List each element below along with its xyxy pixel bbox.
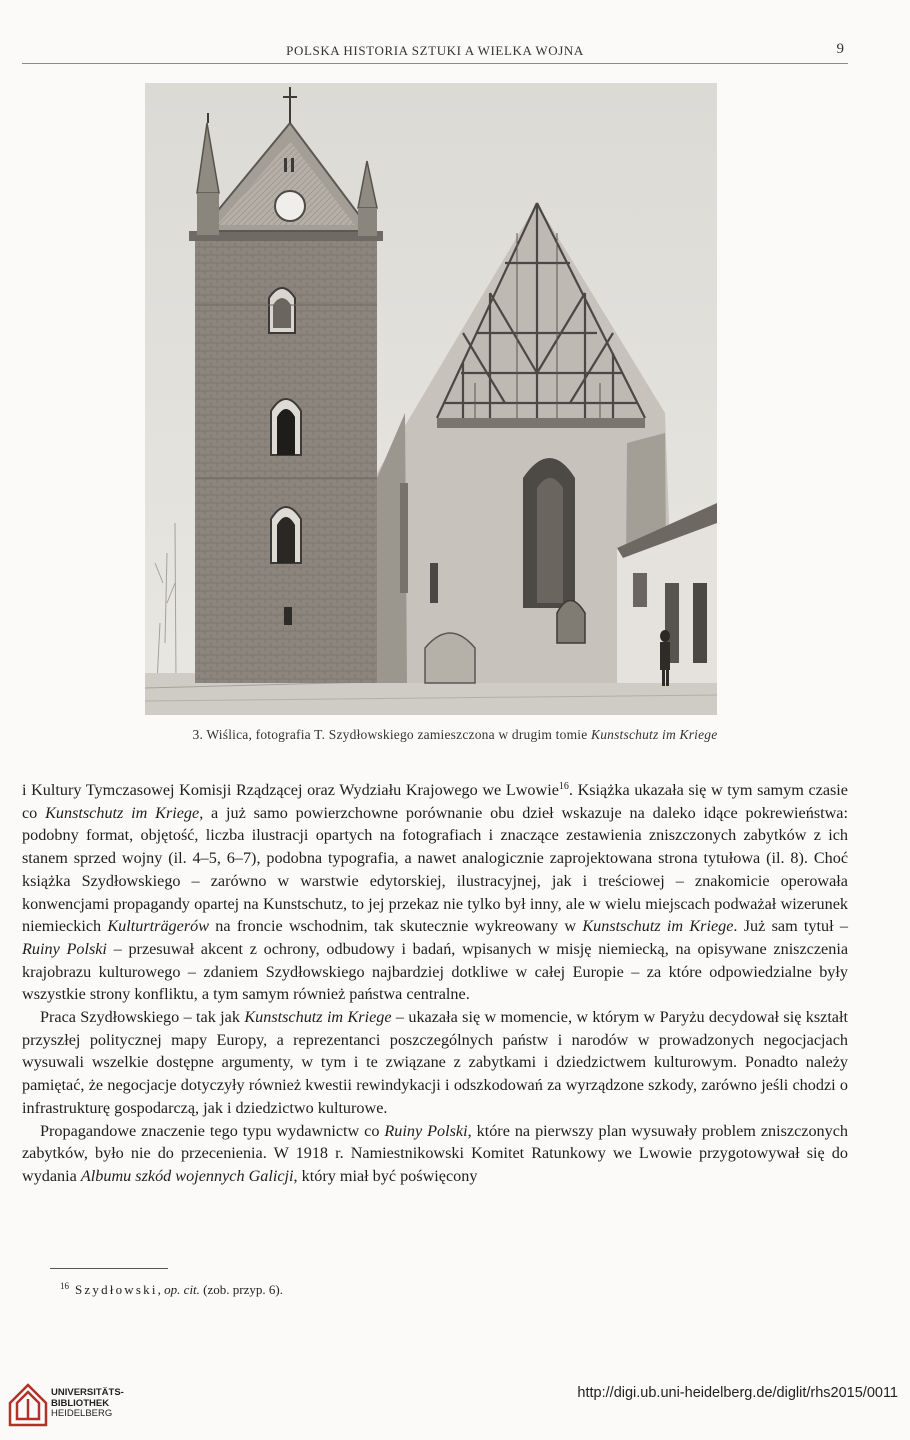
caption-title: Kunstschutz im Kriege — [591, 727, 718, 742]
caption-text: 3. Wiślica, fotografia T. Szydłowskiego zamieszczona w drugim tomie — [192, 727, 591, 742]
text-run: . Już sam tytuł – — [733, 917, 848, 936]
church-photograph — [145, 83, 717, 715]
text-run: , który miał być poświęcony — [293, 1166, 478, 1185]
library-name-line: BIBLIOTHEK — [51, 1397, 110, 1409]
text-run: , które na pierwszy plan wysuwały problem zniszczonych zabytków, było nie do przecenienia. W 1918 r. Namiestnikowski Komitet Ratunkowy we Lwowie przygotowywał się do wydania — [22, 1121, 849, 1185]
italic-title: Kunstschutz im Kriege — [45, 803, 200, 822]
library-name-line: UNIVERSITÄTS- — [51, 1387, 124, 1398]
library-logo-icon — [8, 1383, 48, 1427]
footnote-number: 16 — [60, 1281, 69, 1291]
library-name-line: HEIDELBERG — [51, 1408, 113, 1419]
footnote-reference[interactable]: 16 — [558, 781, 569, 792]
paragraph — [22, 1120, 848, 1188]
italic-title: Kunstschutz im Kriege — [582, 917, 734, 936]
italic-title: Albumu szkód wojennych Galicji — [80, 1166, 294, 1185]
page-number: 9 — [836, 41, 844, 57]
footnote-rest: (zob. przyp. 6). — [199, 1282, 283, 1297]
text-run: Propagandowe znaczenie tego typu wydawnictw co — [40, 1121, 385, 1140]
footnote-author: Szydłowski — [75, 1282, 158, 1297]
italic-title: Kunstschutz im Kriege — [244, 1008, 392, 1027]
library-name — [51, 1388, 124, 1420]
body-text — [22, 779, 848, 1188]
source-url[interactable]: http://digi.ub.uni-heidelberg.de/diglit/rhs2015/0011 — [577, 1385, 898, 1401]
footnote-separator: , — [157, 1282, 165, 1297]
italic-term: Kulturträgerów — [107, 917, 210, 936]
italic-title: Ruiny Polski — [384, 1121, 468, 1140]
photo-illustration — [145, 83, 717, 715]
text-run: . Książka ukazała się w tym samym czasie co — [22, 781, 848, 822]
text-run: Praca Szydłowskiego – tak jak — [40, 1008, 245, 1027]
text-run: – ukazała się w momencie, w którym w Paryżu decydował się kształt przyszłej politycznej mapy Europy, a reprezentanci poszczególnych państw i narodów w prowadzonych negocjacjach wysuwali wszelkie dostępne argumenty, w tym i te związane z zabytkami i dziedzictwem kulturowym. Ponadto należy pamiętać, że negocjacje dotyczyły również kwestii rewindykacji i odszkodowań za wyrządzone szkody, zarówno jeśli chodzi o infrastrukturę gospodarczą, jak i dziedzictwo kulturowe. — [22, 1008, 848, 1117]
text-run: , a już samo powierzchowne porównanie obu dzieł wskazuje na daleko idące pokrewieństwa: podobny format, objętość, liczba ilustracji opartych na fotografiach i znaczące zestawienia zniszczonych zabytków z ich stanem sprzed wojny (il. 4–5, 6–7), podobna typografia, a nawet analogicznie zaprojektowana strona tytułowa (il. 8). Choć książka Szydłowskiego – zarówno w warstwie edytorskiej, ilustracyjnej, jak i treściowej – znakomicie operowała konwencjami propagandy opartej na Kunstschutz, to jej przekaz nie tylko był inny, ale w wielu miejscach podważał wizerunek niemieckich — [22, 803, 848, 936]
text-run: – przesuwał akcent z ochrony, odbudowy i badań, wpisanych w misję niemiecką, na opisywane zniszczenia krajobrazu kulturowego – zdaniem Szydłowskiego najbardziej dotkliwe w całej Europie – za które odpowiedzialne były wszystkie strony konfliktu, a tym samym również państwa centralne. — [22, 939, 849, 1004]
footnote — [60, 1281, 283, 1298]
footnote-opcit: op. cit. — [164, 1282, 200, 1297]
paragraph — [22, 779, 848, 1006]
text-run: i Kultury Tymczasowej Komisji Rządzącej oraz Wydziału Krajowego we Lwowie — [22, 781, 559, 799]
running-head — [22, 43, 848, 64]
italic-title: Ruiny Polski — [22, 939, 107, 958]
paragraph — [22, 1006, 848, 1120]
figure-caption — [0, 727, 910, 743]
running-title: POLSKA HISTORIA SZTUKI A WIELKA WOJNA — [286, 43, 584, 58]
text-run: na froncie wschodnim, tak skutecznie wykreowany w — [209, 917, 583, 936]
footnote-divider — [50, 1268, 168, 1269]
